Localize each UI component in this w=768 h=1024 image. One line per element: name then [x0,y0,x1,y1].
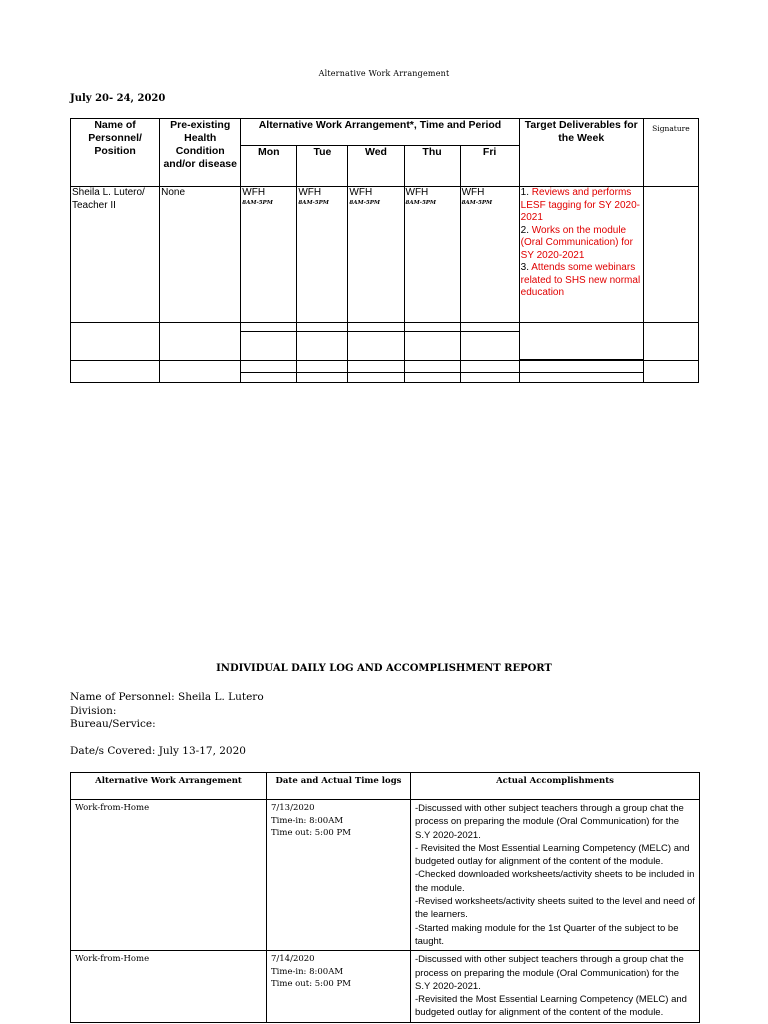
header-accomplishments: Actual Accomplishments [411,773,700,800]
day-cell-wed [348,187,404,323]
log-row [71,800,700,951]
accomplishment-item: -Started making module for the 1st Quarter of the subject to be taught. [415,922,679,947]
accomplishment-item: -Discussed with other subject teachers through a group chat the process on preparing the module (Oral Communication) for the S.Y 2020-2021. [415,954,684,992]
report-title: INDIVIDUAL DAILY LOG AND ACCOMPLISHMENT REPORT [216,663,552,674]
header-day-wed: Wed [348,146,404,187]
day-cell-thu [404,187,460,323]
bureau-line: Bureau/Service: [70,718,156,730]
header-day-thu: Thu [404,146,460,187]
awa-table [70,118,699,383]
awa-empty-row [71,323,699,361]
day-time: 8AM-5PM [405,199,437,206]
awa-title: Alternative Work Arrangement [318,69,450,78]
day-mode: WFH [349,187,373,198]
log-date: 7/14/2020 [271,954,315,965]
header-name: Name of Personnel/ Position [71,119,160,187]
accomplishment-item: -Revised worksheets/activity sheets suited to the level and need of the learners. [415,896,695,921]
personnel-name-line: Name of Personnel: Sheila L. Lutero [70,691,264,703]
header-day-mon: Mon [241,146,297,187]
day-mode: WFH [298,187,322,198]
day-cell-fri [460,187,519,323]
log-arrangement: Work-from-Home [71,800,267,951]
header-arrangement: Alternative Work Arrangement*, Time and Period [241,119,519,146]
target-text: Works on the module (Oral Communication) for SY 2020-2021 [520,224,633,261]
log-time-out: Time out: 5:00 PM [271,828,351,838]
header-target: Target Deliverables for the Week [519,119,643,187]
header-arrangement: Alternative Work Arrangement [71,773,267,800]
day-mode: WFH [405,187,429,198]
day-mode: WFH [461,187,485,198]
target-deliverables [519,187,643,323]
target-num: 2. [520,224,530,236]
log-accomplishments [411,800,700,951]
log-accomplishments [411,951,700,1022]
day-time: 8AM-5PM [349,199,380,206]
header-day-fri: Fri [460,146,519,187]
target-num: 1. [520,187,530,198]
division-line: Division: [70,704,117,717]
awa-row [71,187,699,323]
day-time: 8AM-5PM [461,199,493,206]
log-time [267,951,411,1022]
target-text: Attends some webinars related to SHS new normal education [520,262,641,298]
log-row [71,951,700,1022]
awa-date-range: July 20- 24, 2020 [70,93,166,104]
accomplishment-item: -Discussed with other subject teachers through a group chat the process on preparing the module (Oral Communication) for the S.Y 2020-2021. [415,803,684,841]
personnel-name: Sheila L. Lutero/ Teacher II [71,187,160,323]
day-time: 8AM-5PM [298,199,329,206]
header-date-time: Date and Actual Time logs [267,773,411,800]
log-time [267,800,411,951]
day-cell-mon [241,187,297,323]
log-time-out: Time out: 5:00 PM [271,979,351,990]
day-mode: WFH [242,187,266,198]
accomplishment-item: -Revisited the Most Essential Learning Competency (MELC) and budgeted outlay for alignment of the content of the module. [415,994,687,1019]
signature-cell [643,187,698,323]
log-arrangement: Work-from-Home [71,951,267,1022]
personnel-info [70,691,264,732]
header-day-tue: Tue [297,146,348,187]
header-health: Pre-existing Health Condition and/or disease [160,119,241,187]
awa-empty-row [71,361,699,383]
log-date: 7/13/2020 [271,803,315,813]
target-text: Reviews and performs LESF tagging for SY 2020-2021 [520,187,641,223]
log-time-in: Time-in: 8:00AM [271,815,344,826]
dates-covered: Date/s Covered: July 13-17, 2020 [70,745,246,757]
target-num: 3. [520,262,530,273]
log-time-in: Time-in: 8:00AM [271,966,344,977]
day-time: 8AM-5PM [242,199,273,206]
accomplishment-item: - Revisited the Most Essential Learning Competency (MELC) and budgeted outlay for alignment of the content of the module. [415,842,690,868]
accomplishment-item: -Checked downloaded worksheets/activity sheets to be included in the module. [415,869,695,894]
health-condition: None [160,187,241,323]
header-signature: Signature [643,119,698,187]
log-table [70,772,700,1023]
day-cell-tue [297,187,348,323]
